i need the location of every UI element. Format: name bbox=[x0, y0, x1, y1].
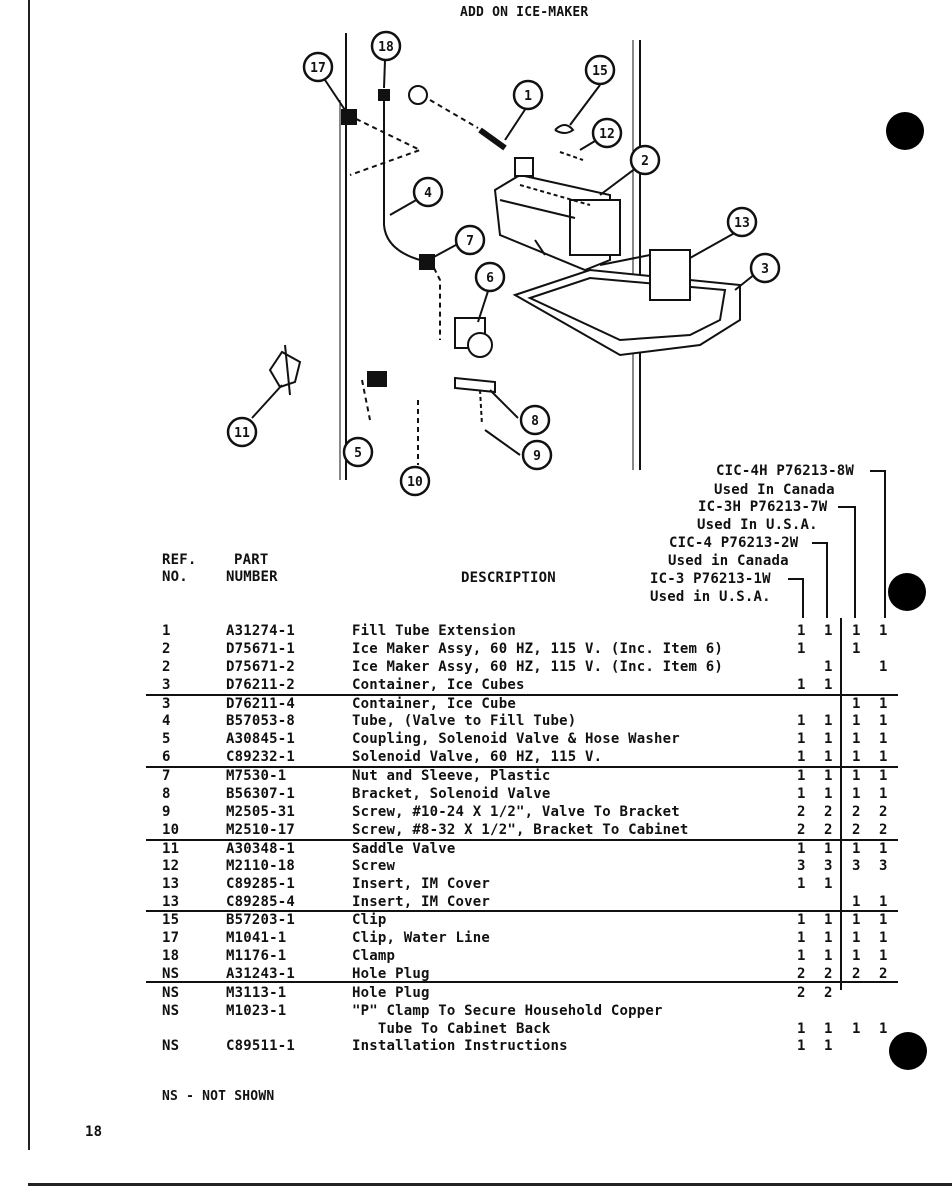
row-part-number: M3113-1 bbox=[226, 985, 287, 1001]
row-qty-model-1: 2 bbox=[797, 804, 806, 820]
callout-1: 1 bbox=[524, 89, 532, 104]
row-qty-model-4: 1 bbox=[879, 912, 888, 928]
row-part-number: D75671-1 bbox=[226, 641, 296, 657]
row-qty-model-2: 1 bbox=[824, 876, 833, 892]
row-ref: NS bbox=[162, 1003, 180, 1019]
row-qty-model-1: 1 bbox=[797, 841, 806, 857]
row-qty-model-3: 1 bbox=[852, 841, 861, 857]
model-1-name: IC-3 P76213-1W bbox=[650, 571, 771, 587]
row-ref: 3 bbox=[162, 696, 171, 712]
header-description: DESCRIPTION bbox=[461, 570, 556, 586]
row-description: Nut and Sleeve, Plastic bbox=[352, 768, 551, 784]
row-description: Screw, #8-32 X 1/2", Bracket To Cabinet bbox=[352, 822, 689, 838]
row-description: Saddle Valve bbox=[352, 841, 456, 857]
row-qty-model-1: 1 bbox=[797, 731, 806, 747]
row-qty-model-4: 1 bbox=[879, 841, 888, 857]
header-part-1: PART bbox=[234, 552, 269, 568]
row-ref: NS bbox=[162, 1038, 180, 1054]
callout-7: 7 bbox=[466, 234, 474, 249]
row-qty-model-1: 1 bbox=[797, 1038, 806, 1054]
row-qty-model-4: 2 bbox=[879, 822, 888, 838]
row-qty-model-3: 1 bbox=[852, 623, 861, 639]
row-part-number: M1023-1 bbox=[226, 1003, 287, 1019]
row-ref: 2 bbox=[162, 659, 171, 675]
row-qty-model-1: 1 bbox=[797, 930, 806, 946]
row-qty-model-1: 2 bbox=[797, 822, 806, 838]
row-qty-model-2: 1 bbox=[824, 731, 833, 747]
row-qty-model-4: 1 bbox=[879, 894, 888, 910]
row-qty-model-4: 1 bbox=[879, 786, 888, 802]
binder-hole-top bbox=[886, 112, 924, 150]
row-description: "P" Clamp To Secure Household Copper bbox=[352, 1003, 663, 1019]
row-part-number: A30348-1 bbox=[226, 841, 296, 857]
row-ref: 1 bbox=[162, 623, 171, 639]
row-qty-model-3: 1 bbox=[852, 948, 861, 964]
row-description: Clamp bbox=[352, 948, 396, 964]
row-ref: 6 bbox=[162, 749, 171, 765]
model-2-note: Used in Canada bbox=[668, 553, 789, 569]
row-part-number: D75671-2 bbox=[226, 659, 296, 675]
row-description: Hole Plug bbox=[352, 966, 430, 982]
row-ref: 18 bbox=[162, 948, 180, 964]
row-ref: 8 bbox=[162, 786, 171, 802]
row-description: Coupling, Solenoid Valve & Hose Washer bbox=[352, 731, 680, 747]
binder-hole-middle bbox=[888, 573, 926, 611]
row-description: Solenoid Valve, 60 HZ, 115 V. bbox=[352, 749, 603, 765]
row-qty-model-4: 1 bbox=[879, 930, 888, 946]
callout-12: 12 bbox=[599, 127, 615, 142]
row-qty-model-1: 1 bbox=[797, 1021, 806, 1037]
page-number: 18 bbox=[85, 1124, 103, 1140]
row-qty-model-4: 2 bbox=[879, 966, 888, 982]
callout-2: 2 bbox=[641, 154, 649, 169]
model-3-name: IC-3H P76213-7W bbox=[698, 499, 828, 515]
row-ref: 2 bbox=[162, 641, 171, 657]
row-qty-model-2: 1 bbox=[824, 1038, 833, 1054]
row-part-number: M2510-17 bbox=[226, 822, 296, 838]
row-part-number: M1176-1 bbox=[226, 948, 287, 964]
row-qty-model-3: 1 bbox=[852, 641, 861, 657]
row-qty-model-1: 1 bbox=[797, 623, 806, 639]
callout-15: 15 bbox=[592, 64, 608, 79]
row-part-number: B56307-1 bbox=[226, 786, 296, 802]
row-ref: 4 bbox=[162, 713, 171, 729]
row-qty-model-2: 1 bbox=[824, 677, 833, 693]
row-ref: 9 bbox=[162, 804, 171, 820]
row-qty-model-4: 1 bbox=[879, 696, 888, 712]
row-qty-model-3: 2 bbox=[852, 966, 861, 982]
row-qty-model-1: 1 bbox=[797, 641, 806, 657]
row-part-number: D76211-4 bbox=[226, 696, 296, 712]
callout-9: 9 bbox=[533, 449, 541, 464]
row-qty-model-3: 1 bbox=[852, 696, 861, 712]
callout-8: 8 bbox=[531, 414, 539, 429]
row-qty-model-2: 2 bbox=[824, 822, 833, 838]
row-qty-model-4: 1 bbox=[879, 659, 888, 675]
row-part-number: M7530-1 bbox=[226, 768, 287, 784]
row-description: Tube To Cabinet Back bbox=[352, 1021, 551, 1037]
callout-18: 18 bbox=[378, 40, 394, 55]
row-ref: 10 bbox=[162, 822, 180, 838]
row-ref: 12 bbox=[162, 858, 180, 874]
callout-4: 4 bbox=[424, 186, 432, 201]
row-qty-model-2: 1 bbox=[824, 786, 833, 802]
row-description: Container, Ice Cubes bbox=[352, 677, 525, 693]
callout-3: 3 bbox=[761, 262, 769, 277]
qty-column-divider bbox=[840, 618, 842, 990]
row-qty-model-2: 2 bbox=[824, 966, 833, 982]
row-qty-model-3: 3 bbox=[852, 858, 861, 874]
row-part-number: C89285-4 bbox=[226, 894, 296, 910]
row-part-number: M2505-31 bbox=[226, 804, 296, 820]
header-ref-2: NO. bbox=[162, 569, 188, 585]
row-description: Bracket, Solenoid Valve bbox=[352, 786, 551, 802]
callout-10: 10 bbox=[407, 475, 423, 490]
row-qty-model-2: 2 bbox=[824, 985, 833, 1001]
row-description: Container, Ice Cube bbox=[352, 696, 516, 712]
row-qty-model-4: 1 bbox=[879, 749, 888, 765]
row-qty-model-3: 1 bbox=[852, 894, 861, 910]
header-ref-1: REF. bbox=[162, 552, 197, 568]
header-part-2: NUMBER bbox=[226, 569, 278, 585]
row-description: Ice Maker Assy, 60 HZ, 115 V. (Inc. Item 6) bbox=[352, 659, 724, 675]
row-ref: 5 bbox=[162, 731, 171, 747]
model-2-name: CIC-4 P76213-2W bbox=[669, 535, 799, 551]
callout-13: 13 bbox=[734, 216, 750, 231]
callout-17: 17 bbox=[310, 61, 326, 76]
row-qty-model-2: 1 bbox=[824, 623, 833, 639]
row-part-number: B57053-8 bbox=[226, 713, 296, 729]
row-qty-model-3: 1 bbox=[852, 713, 861, 729]
row-ref: 3 bbox=[162, 677, 171, 693]
row-description: Insert, IM Cover bbox=[352, 876, 491, 892]
row-qty-model-4: 1 bbox=[879, 768, 888, 784]
model-4-name: CIC-4H P76213-8W bbox=[716, 463, 855, 479]
row-ref: NS bbox=[162, 966, 180, 982]
row-qty-model-1: 1 bbox=[797, 912, 806, 928]
row-ref: 17 bbox=[162, 930, 180, 946]
row-qty-model-2: 1 bbox=[824, 1021, 833, 1037]
row-ref: 7 bbox=[162, 768, 171, 784]
row-description: Screw, #10-24 X 1/2", Valve To Bracket bbox=[352, 804, 680, 820]
row-qty-model-1: 3 bbox=[797, 858, 806, 874]
callout-6: 6 bbox=[486, 271, 494, 286]
row-part-number: C89511-1 bbox=[226, 1038, 296, 1054]
row-qty-model-2: 1 bbox=[824, 713, 833, 729]
page-bottom-rule bbox=[28, 1183, 952, 1186]
row-qty-model-2: 3 bbox=[824, 858, 833, 874]
row-description: Hole Plug bbox=[352, 985, 430, 1001]
row-qty-model-2: 1 bbox=[824, 930, 833, 946]
row-qty-model-4: 2 bbox=[879, 804, 888, 820]
row-description: Fill Tube Extension bbox=[352, 623, 516, 639]
row-part-number: C89232-1 bbox=[226, 749, 296, 765]
row-qty-model-4: 1 bbox=[879, 948, 888, 964]
row-part-number: M2110-18 bbox=[226, 858, 296, 874]
row-qty-model-3: 2 bbox=[852, 804, 861, 820]
row-qty-model-1: 2 bbox=[797, 966, 806, 982]
row-description: Clip bbox=[352, 912, 387, 928]
row-description: Insert, IM Cover bbox=[352, 894, 491, 910]
page-left-border bbox=[28, 0, 30, 1150]
row-part-number: M1041-1 bbox=[226, 930, 287, 946]
row-qty-model-4: 3 bbox=[879, 858, 888, 874]
row-qty-model-3: 1 bbox=[852, 768, 861, 784]
row-qty-model-1: 1 bbox=[797, 948, 806, 964]
diagram-callouts bbox=[228, 32, 779, 495]
row-ref: 13 bbox=[162, 894, 180, 910]
model-3-note: Used In U.S.A. bbox=[697, 517, 818, 533]
row-qty-model-4: 1 bbox=[879, 731, 888, 747]
footnote: NS - NOT SHOWN bbox=[162, 1089, 275, 1104]
row-qty-model-3: 1 bbox=[852, 1021, 861, 1037]
row-part-number: D76211-2 bbox=[226, 677, 296, 693]
row-qty-model-1: 1 bbox=[797, 749, 806, 765]
row-qty-model-2: 2 bbox=[824, 804, 833, 820]
row-qty-model-1: 1 bbox=[797, 713, 806, 729]
row-qty-model-3: 1 bbox=[852, 786, 861, 802]
row-part-number: B57203-1 bbox=[226, 912, 296, 928]
row-qty-model-1: 1 bbox=[797, 786, 806, 802]
row-qty-model-1: 2 bbox=[797, 985, 806, 1001]
row-description: Screw bbox=[352, 858, 396, 874]
row-ref: NS bbox=[162, 985, 180, 1001]
row-qty-model-3: 1 bbox=[852, 912, 861, 928]
row-ref: 13 bbox=[162, 876, 180, 892]
row-qty-model-3: 1 bbox=[852, 731, 861, 747]
row-qty-model-2: 1 bbox=[824, 659, 833, 675]
row-ref: 15 bbox=[162, 912, 180, 928]
row-qty-model-2: 1 bbox=[824, 749, 833, 765]
row-qty-model-3: 2 bbox=[852, 822, 861, 838]
row-part-number: C89285-1 bbox=[226, 876, 296, 892]
model-1-note: Used in U.S.A. bbox=[650, 589, 771, 605]
row-qty-model-4: 1 bbox=[879, 1021, 888, 1037]
callout-11: 11 bbox=[234, 426, 250, 441]
row-qty-model-2: 1 bbox=[824, 841, 833, 857]
row-qty-model-1: 1 bbox=[797, 677, 806, 693]
row-description: Clip, Water Line bbox=[352, 930, 491, 946]
page-title: ADD ON ICE-MAKER bbox=[460, 5, 589, 20]
row-qty-model-1: 1 bbox=[797, 876, 806, 892]
row-qty-model-4: 1 bbox=[879, 623, 888, 639]
row-qty-model-3: 1 bbox=[852, 749, 861, 765]
row-qty-model-2: 1 bbox=[824, 948, 833, 964]
row-part-number: A31274-1 bbox=[226, 623, 296, 639]
model-4-note: Used In Canada bbox=[714, 482, 835, 498]
row-qty-model-2: 1 bbox=[824, 912, 833, 928]
row-part-number: A30845-1 bbox=[226, 731, 296, 747]
row-qty-model-3: 1 bbox=[852, 930, 861, 946]
row-ref: 11 bbox=[162, 841, 180, 857]
binder-hole-bottom bbox=[889, 1032, 927, 1070]
row-qty-model-2: 1 bbox=[824, 768, 833, 784]
row-description: Installation Instructions bbox=[352, 1038, 568, 1054]
row-description: Tube, (Valve to Fill Tube) bbox=[352, 713, 577, 729]
row-qty-model-1: 1 bbox=[797, 768, 806, 784]
callout-5: 5 bbox=[354, 446, 362, 461]
ice-maker-exploded-diagram bbox=[200, 25, 800, 500]
row-description: Ice Maker Assy, 60 HZ, 115 V. (Inc. Item 6) bbox=[352, 641, 724, 657]
row-part-number: A31243-1 bbox=[226, 966, 296, 982]
row-qty-model-4: 1 bbox=[879, 713, 888, 729]
